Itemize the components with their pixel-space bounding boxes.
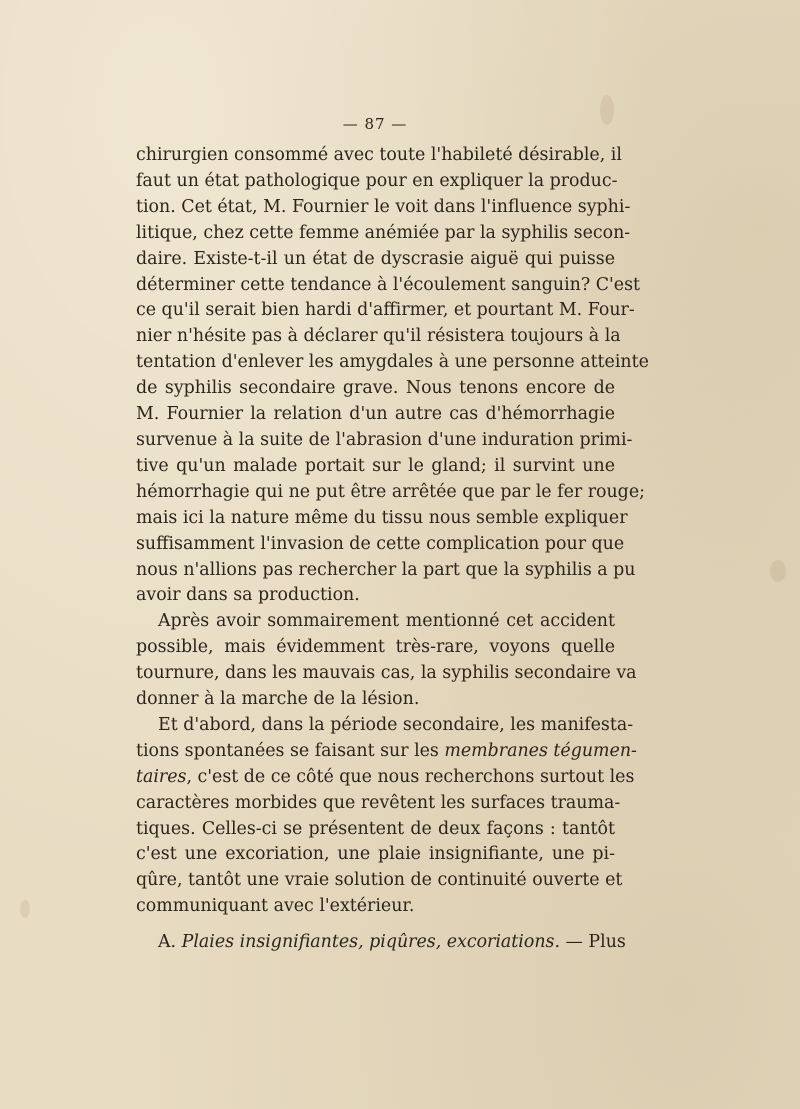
text-line: M. Fournier la relation d'un autre cas d'hémorrhagie <box>136 404 615 425</box>
paper-stain <box>20 900 30 918</box>
text-line: communiquant avec l'extérieur. <box>136 896 415 917</box>
text-line: tiques. Celles-ci se présentent de deux façons : tantôt <box>136 818 615 839</box>
text-line: tion. Cet état, M. Fournier le voit dans l'influence syphi- <box>136 196 631 217</box>
text-line <box>136 765 635 791</box>
section-label: A. <box>158 932 182 952</box>
text-run: , c'est de ce côté que nous recherchons surtout les <box>186 766 635 787</box>
italic-term: membranes tégumen- <box>444 740 637 761</box>
text-line <box>136 739 637 765</box>
text-line: déterminer cette tendance à l'écoulement sanguin? C'est <box>136 274 640 295</box>
text-line: hémorrhagie qui ne put être arrêtée que par le fer rouge; <box>136 481 645 502</box>
text-line: suffisamment l'invasion de cette complication pour que <box>136 533 625 554</box>
text-line: nous n'allions pas rechercher la part que la syphilis a pu <box>136 559 636 580</box>
body-text <box>136 143 649 920</box>
paragraph-3 <box>136 713 637 920</box>
paragraph-1 <box>136 143 649 609</box>
text-run: tions spontanées se faisant sur les <box>136 740 445 761</box>
section-title: Plaies insignifiantes, piqûres, excoriations. <box>181 932 560 952</box>
text-line: caractères morbides que revêtent les surfaces trauma- <box>136 792 621 813</box>
text-line: litique, chez cette femme anémiée par la syphilis secon- <box>136 222 631 243</box>
text-line: Et d'abord, dans la période secondaire, les manifesta- <box>158 714 634 735</box>
text-line: tournure, dans les mauvais cas, la syphilis secondaire va <box>136 663 637 684</box>
section-heading <box>158 930 626 956</box>
text-line: nier n'hésite pas à déclarer qu'il résistera toujours à la <box>136 326 621 347</box>
section-continuation: — Plus <box>559 932 626 952</box>
text-line: qûre, tantôt une vraie solution de continuité ouverte et <box>136 870 623 891</box>
text-line: Après avoir sommairement mentionné cet accident <box>158 611 615 632</box>
paper-stain <box>770 560 786 582</box>
text-line: daire. Existe-t-il un état de dyscrasie aiguë qui puisse <box>136 248 615 269</box>
text-line: avoir dans sa production. <box>136 585 360 606</box>
text-line: faut un état pathologique pour en expliquer la produc- <box>136 170 618 191</box>
text-line: possible, mais évidemment très-rare, voyons quelle <box>136 637 615 658</box>
text-line: mais ici la nature même du tissu nous semble expliquer <box>136 507 628 528</box>
paragraph-2 <box>136 609 637 713</box>
text-line: tive qu'un malade portait sur le gland; il survint une <box>136 455 615 476</box>
text-line: chirurgien consommé avec toute l'habileté désirable, il <box>136 145 622 165</box>
italic-term: taires <box>136 766 187 787</box>
text-line: ce qu'il serait bien hardi d'affirmer, et pourtant M. Four- <box>136 300 635 321</box>
text-line: de syphilis secondaire grave. Nous tenons encore de <box>136 378 615 399</box>
text-line: tentation d'enlever les amygdales à une personne atteinte <box>136 352 649 373</box>
text-line: survenue à la suite de l'abrasion d'une induration primi- <box>136 429 633 450</box>
text-line: donner à la marche de la lésion. <box>136 689 420 710</box>
text-line: c'est une excoriation, une plaie insignifiante, une pi- <box>136 844 615 865</box>
page-number: — 87 — <box>342 115 408 133</box>
